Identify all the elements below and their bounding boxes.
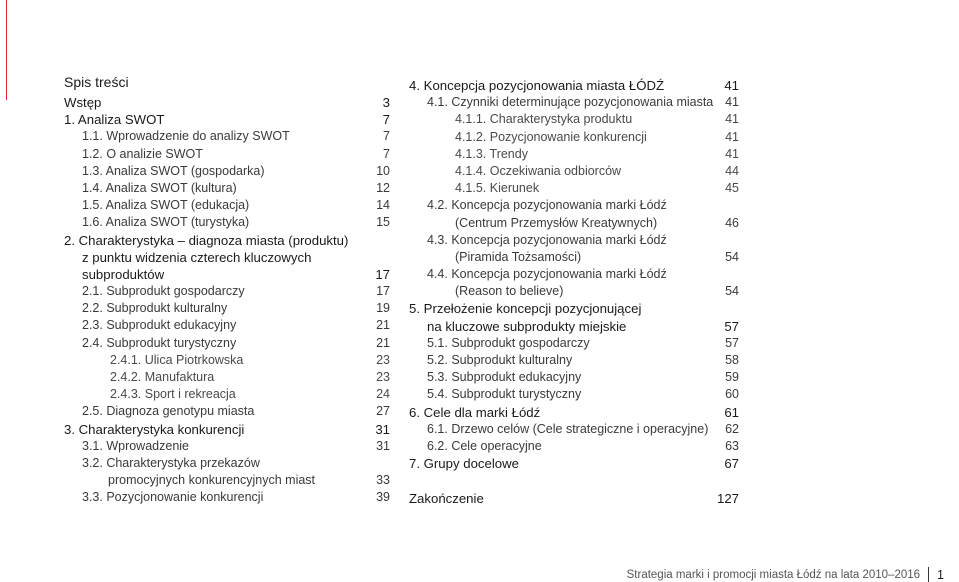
toc-entry-label: 2.4.2. Manufaktura bbox=[110, 370, 215, 384]
toc-entry-page: 63 bbox=[725, 438, 739, 453]
toc-entry[interactable] bbox=[64, 455, 390, 472]
toc-entry-page: 41 bbox=[725, 112, 739, 127]
toc-entry-label: 5.2. Subprodukt kulturalny bbox=[427, 353, 573, 367]
toc-title: Spis treści bbox=[64, 74, 129, 90]
toc-entry-label: 4.1.2. Pozycjonowanie konkurencji bbox=[455, 129, 647, 144]
toc-entry-label: 2.2. Subprodukt kulturalny bbox=[82, 301, 228, 316]
toc-entry-label: 2.4.3. Sport i rekreacja bbox=[110, 387, 236, 402]
toc-entry-page: 41 bbox=[725, 95, 739, 110]
toc-entry-label: Wstęp bbox=[64, 95, 102, 110]
toc-entry[interactable] bbox=[64, 335, 390, 352]
toc-entry-label: 3.1. Wprowadzenie bbox=[82, 438, 190, 453]
toc-entry-label: 1.1. Wprowadzenie do analizy SWOT bbox=[82, 129, 290, 144]
toc-entry-label: 4.1.5. Kierunek bbox=[455, 181, 540, 196]
toc-entry-label: 1.2. O analizie SWOT bbox=[82, 146, 203, 161]
toc-entry-page: 41 bbox=[725, 146, 739, 161]
toc-entry-label: 6.2. Cele operacyjne bbox=[427, 438, 542, 453]
toc-entry[interactable] bbox=[409, 249, 739, 266]
toc-entry-page: 23 bbox=[376, 352, 390, 367]
toc-entry-page: 58 bbox=[725, 353, 739, 367]
toc-spacer bbox=[409, 472, 739, 489]
toc-entry-page: 41 bbox=[725, 129, 739, 144]
toc-entry[interactable] bbox=[64, 283, 390, 300]
toc-entry[interactable] bbox=[409, 266, 739, 283]
toc-entry-page: 19 bbox=[376, 301, 390, 316]
toc-entry-page: 57 bbox=[724, 318, 739, 334]
toc-entry-page: 31 bbox=[376, 438, 390, 453]
toc-entry-page: 127 bbox=[716, 490, 739, 506]
toc-entry-label: 4.3. Koncepcja pozycjonowania marki Łódź bbox=[427, 232, 667, 247]
toc-entry-page: 21 bbox=[376, 318, 390, 333]
toc-entry-page: 46 bbox=[725, 215, 739, 230]
toc-entry-label: 4.1.1. Charakterystyka produktu bbox=[455, 112, 633, 127]
toc-entry[interactable] bbox=[64, 352, 390, 369]
toc-entry-label: (Reason to believe) bbox=[455, 284, 564, 299]
toc-left-column bbox=[64, 94, 390, 507]
toc-entry-page: 45 bbox=[725, 181, 739, 196]
toc-entry-page: 39 bbox=[376, 490, 390, 505]
toc-entry[interactable] bbox=[64, 214, 390, 231]
toc-entry-page: 27 bbox=[376, 404, 390, 419]
toc-entry-label: 2.5. Diagnoza genotypu miasta bbox=[82, 404, 255, 419]
toc-entry-label: 6.1. Drzewo celów (Cele strategiczne i operacyjne) bbox=[427, 421, 709, 436]
toc-entry-label: 2. Charakterystyka – diagnoza miasta (produktu) bbox=[64, 232, 349, 248]
toc-entry[interactable] bbox=[64, 386, 390, 403]
toc-entry-page: 12 bbox=[376, 180, 390, 195]
footer-title: Strategia marki i promocji miasta Łódź na lata 2010–2016 bbox=[626, 568, 921, 581]
toc-entry[interactable] bbox=[409, 490, 739, 507]
toc-entry-page: 54 bbox=[725, 249, 739, 264]
toc-entry[interactable] bbox=[64, 94, 390, 111]
toc-entry-page: 7 bbox=[383, 146, 390, 161]
toc-entry-label: 2.1. Subprodukt gospodarczy bbox=[82, 284, 245, 299]
toc-entry-label: 1.5. Analiza SWOT (edukacja) bbox=[82, 198, 250, 213]
toc-entry-label: 4.4. Koncepcja pozycjonowania marki Łódź bbox=[427, 267, 667, 282]
toc-entry-page: 23 bbox=[376, 370, 390, 384]
toc-entry-label: 4.2. Koncepcja pozycjonowania marki Łódź bbox=[427, 198, 667, 213]
toc-entry[interactable] bbox=[409, 386, 739, 403]
toc-entry-page: 33 bbox=[376, 473, 390, 488]
toc-entry[interactable] bbox=[409, 318, 739, 335]
toc-entry[interactable] bbox=[409, 352, 739, 369]
toc-entry-page: 57 bbox=[725, 335, 739, 350]
toc-entry-label: 1. Analiza SWOT bbox=[64, 112, 165, 128]
toc-entry[interactable] bbox=[409, 300, 739, 317]
toc-entry[interactable] bbox=[409, 111, 739, 128]
toc-entry[interactable] bbox=[409, 180, 739, 197]
toc-entry[interactable] bbox=[64, 128, 390, 145]
toc-entry-label: promocyjnych konkurencyjnych miast bbox=[108, 473, 316, 488]
toc-entry-page: 31 bbox=[375, 421, 390, 437]
toc-entry-label: 1.4. Analiza SWOT (kultura) bbox=[82, 180, 237, 195]
toc-entry-label: 2.4. Subprodukt turystyczny bbox=[82, 335, 237, 350]
toc-entry[interactable] bbox=[64, 300, 390, 317]
toc-entry-label: 5. Przełożenie koncepcji pozycjonującej bbox=[409, 301, 642, 317]
toc-entry[interactable] bbox=[409, 404, 739, 421]
toc-entry-page: 7 bbox=[382, 112, 390, 128]
toc-entry[interactable] bbox=[409, 129, 739, 146]
toc-entry[interactable] bbox=[64, 438, 390, 455]
toc-entry-label: z punktu widzenia czterech kluczowych bbox=[82, 249, 312, 265]
toc-entry-label: 2.4.1. Ulica Piotrkowska bbox=[110, 352, 244, 367]
toc-entry-page: 15 bbox=[376, 215, 390, 230]
toc-entry-page: 41 bbox=[724, 78, 739, 93]
toc-entry-label: subproduktów bbox=[82, 266, 165, 282]
toc-entry[interactable] bbox=[64, 180, 390, 197]
toc-entry-page: 17 bbox=[376, 284, 390, 299]
toc-entry[interactable] bbox=[64, 163, 390, 180]
toc-entry[interactable] bbox=[64, 403, 390, 420]
toc-entry[interactable] bbox=[409, 232, 739, 249]
toc-entry[interactable] bbox=[409, 455, 739, 472]
toc-entry[interactable] bbox=[64, 472, 390, 489]
toc-entry-label: 4.1.4. Oczekiwania odbiorców bbox=[455, 163, 622, 178]
toc-entry[interactable] bbox=[64, 369, 390, 386]
toc-right-column bbox=[409, 77, 739, 507]
toc-entry-page: 14 bbox=[376, 198, 390, 213]
toc-entry-label: na kluczowe subprodukty miejskie bbox=[427, 318, 627, 334]
toc-entry-page: 59 bbox=[725, 370, 739, 385]
toc-entry[interactable] bbox=[409, 369, 739, 386]
toc-entry-label: 2.3. Subprodukt edukacyjny bbox=[82, 318, 237, 333]
toc-entry-page: 24 bbox=[376, 387, 390, 402]
toc-entry-page: 7 bbox=[383, 129, 390, 144]
toc-entry[interactable] bbox=[409, 335, 739, 352]
toc-entry[interactable] bbox=[64, 317, 390, 334]
toc-entry[interactable] bbox=[64, 421, 390, 438]
toc-entry-label: 4.1.3. Trendy bbox=[455, 146, 528, 161]
toc-entry-label: 3. Charakterystyka konkurencji bbox=[64, 421, 245, 437]
toc-entry[interactable] bbox=[409, 197, 739, 214]
toc-entry-label: 1.6. Analiza SWOT (turystyka) bbox=[82, 215, 250, 230]
toc-entry[interactable] bbox=[409, 438, 739, 455]
toc-entry[interactable] bbox=[64, 249, 390, 266]
toc-entry[interactable] bbox=[409, 215, 739, 232]
toc-entry-label: (Piramida Tożsamości) bbox=[455, 249, 582, 264]
footer-page-number: 1 bbox=[937, 567, 944, 582]
page-footer bbox=[627, 567, 944, 582]
toc-entry-page: 44 bbox=[725, 163, 739, 178]
toc-entry-label: 5.1. Subprodukt gospodarczy bbox=[427, 335, 590, 350]
toc-entry-page: 62 bbox=[725, 421, 739, 436]
toc-entry[interactable] bbox=[409, 163, 739, 180]
toc-entry[interactable] bbox=[64, 232, 390, 249]
toc-entry[interactable] bbox=[409, 146, 739, 163]
toc-entry-page: 54 bbox=[725, 284, 739, 299]
toc-entry-page: 61 bbox=[724, 404, 739, 420]
toc-entry-label: 6. Cele dla marki Łódź bbox=[409, 404, 541, 420]
toc-entry-label: 5.4. Subprodukt turystyczny bbox=[427, 387, 582, 402]
toc-entry[interactable] bbox=[64, 266, 390, 283]
toc-entry-label: Zakończenie bbox=[409, 490, 484, 506]
toc-entry[interactable] bbox=[409, 77, 739, 94]
toc-entry[interactable] bbox=[64, 146, 390, 163]
toc-entry-page: 21 bbox=[376, 335, 390, 350]
toc-entry-page: 3 bbox=[382, 95, 390, 110]
toc-entry-page: 10 bbox=[376, 163, 390, 178]
toc-entry[interactable] bbox=[409, 421, 739, 438]
toc-entry-page: 60 bbox=[725, 387, 739, 402]
toc-entry-label: 5.3. Subprodukt edukacyjny bbox=[427, 370, 582, 385]
footer-separator bbox=[928, 567, 929, 582]
toc-entry-page: 67 bbox=[724, 456, 739, 472]
toc-entry-label: (Centrum Przemysłów Kreatywnych) bbox=[455, 215, 658, 230]
toc-entry-label: 7. Grupy docelowe bbox=[409, 456, 519, 472]
toc-entry[interactable] bbox=[409, 283, 739, 300]
toc-entry-label: 3.2. Charakterystyka przekazów bbox=[82, 455, 260, 470]
toc-entry-label: 1.3. Analiza SWOT (gospodarka) bbox=[82, 163, 265, 178]
toc-entry-label: 4. Koncepcja pozycjonowania miasta ŁÓDŹ bbox=[409, 78, 665, 93]
toc-entry[interactable] bbox=[64, 489, 390, 506]
toc-entry[interactable] bbox=[64, 111, 390, 128]
toc-entry-label: 4.1. Czynniki determinujące pozycjonowania miasta bbox=[427, 95, 714, 110]
toc-entry[interactable] bbox=[409, 94, 739, 111]
toc-entry-page: 17 bbox=[375, 266, 390, 282]
margin-accent-line bbox=[6, 0, 7, 100]
toc-entry[interactable] bbox=[64, 197, 390, 214]
toc-entry-label: 3.3. Pozycjonowanie konkurencji bbox=[82, 490, 264, 505]
